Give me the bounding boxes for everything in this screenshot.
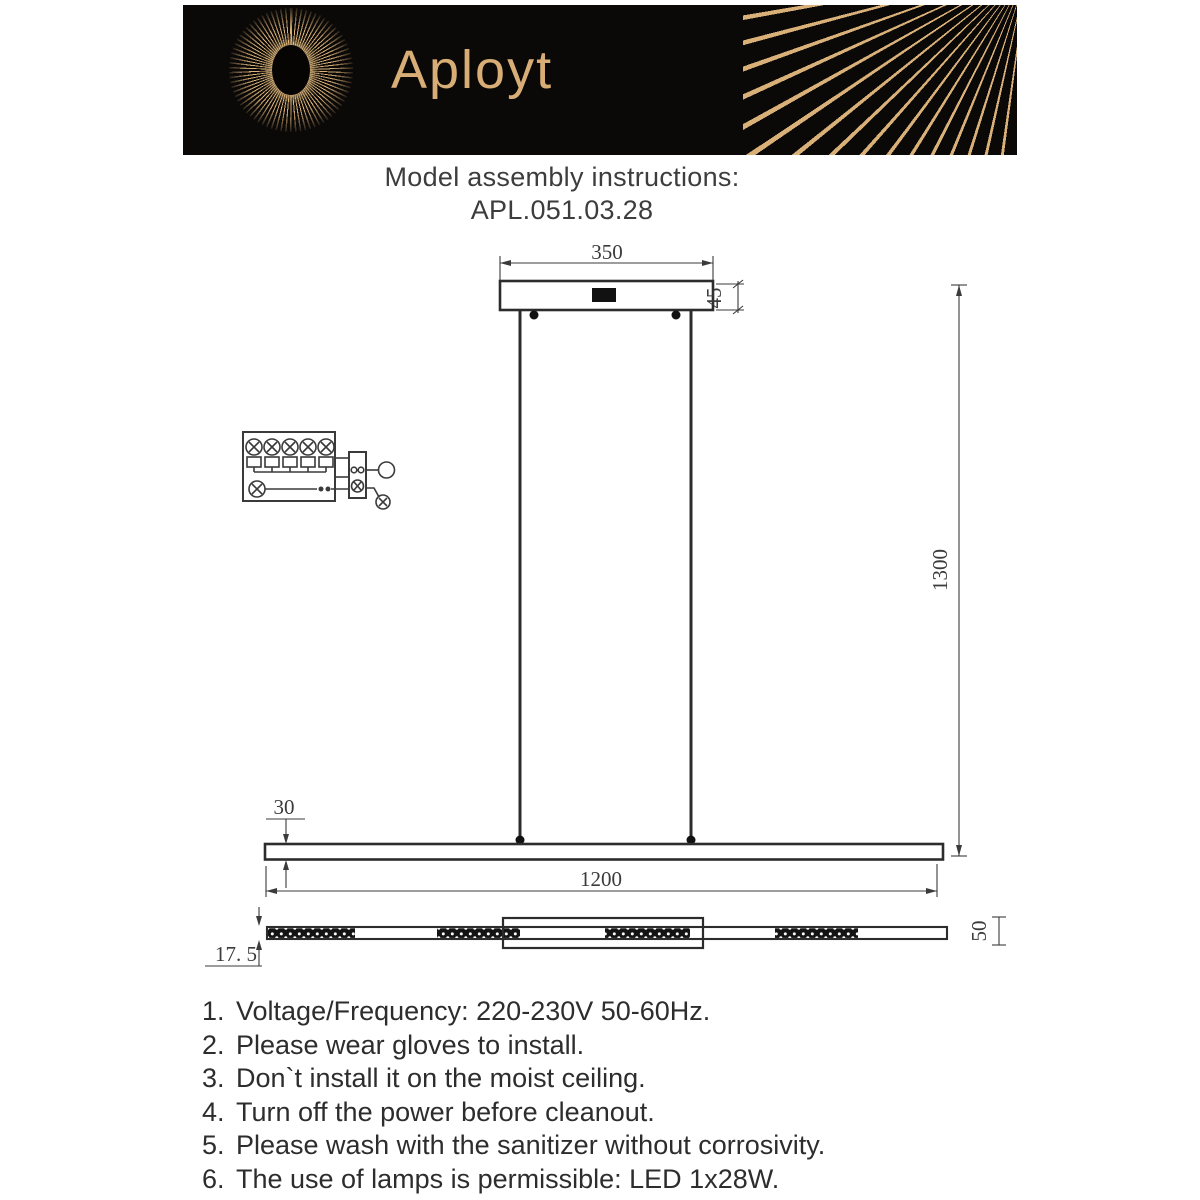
light-bar (265, 844, 943, 860)
svg-text:1200: 1200 (580, 867, 622, 891)
corner-rays-icon (743, 5, 1017, 155)
screw-lead (366, 488, 390, 509)
cable-gripper-right (672, 311, 681, 320)
list-item (202, 1062, 1062, 1096)
bottom-view (267, 918, 947, 948)
item-text: Please wash with the sanitizer without corrosivity. (236, 1130, 826, 1160)
title-line2: APL.051.03.28 (470, 195, 654, 225)
list-item (202, 1029, 1062, 1063)
dim-bar-length (266, 864, 937, 897)
svg-text:1300: 1300 (928, 549, 952, 591)
instructions-list (202, 995, 1062, 1196)
svg-text:50: 50 (967, 920, 991, 942)
dim-suspension-drop (928, 285, 967, 856)
list-item (202, 1163, 1062, 1197)
brand-banner (183, 5, 1017, 155)
list-item (202, 995, 1062, 1029)
title-block (0, 161, 1124, 227)
list-item (202, 1096, 1062, 1130)
svg-text:45: 45 (702, 287, 726, 309)
item-number: 3. (202, 1063, 225, 1093)
item-number: 1. (202, 996, 225, 1026)
driver-window (592, 288, 616, 302)
dim-profile-height (205, 907, 262, 966)
led-strip-segment (268, 928, 355, 938)
connector-block (349, 452, 366, 498)
title-line1: Model assembly instructions: (384, 162, 740, 192)
svg-text:350: 350 (591, 240, 623, 264)
item-number: 5. (202, 1130, 225, 1160)
item-text: Turn off the power before cleanout. (236, 1096, 655, 1127)
item-number: 2. (202, 1029, 225, 1060)
led-strip-segment (437, 928, 520, 938)
item-text: Voltage/Frequency: 220-230V 50-60Hz. (236, 996, 711, 1026)
item-number: 4. (202, 1096, 225, 1127)
technical-drawing (180, 230, 1020, 990)
brand-wordmark: Aployt (391, 40, 554, 100)
svg-text:30: 30 (273, 795, 295, 819)
starburst-core (272, 45, 310, 95)
item-text: Please wear gloves to install. (236, 1029, 585, 1060)
terminal-screws (246, 439, 334, 472)
led-strip-segment (775, 928, 858, 938)
dim-bar-width (967, 917, 1006, 945)
dim-canopy-width (500, 240, 713, 280)
ring-terminal (366, 462, 395, 478)
starburst-icon (229, 8, 353, 132)
item-text: Don`t install it on the moist ceiling. (236, 1063, 646, 1093)
wiring-diagram (243, 432, 395, 509)
led-strip-segment (605, 928, 690, 938)
dim-bar-thickness (266, 795, 305, 888)
cable-gripper-left (530, 311, 539, 320)
svg-text:17. 5: 17. 5 (215, 942, 257, 966)
item-text: The use of lamps is permissible: LED 1x28W. (236, 1163, 780, 1194)
item-number: 6. (202, 1163, 225, 1194)
list-item (202, 1129, 1062, 1163)
side-view (265, 281, 943, 860)
